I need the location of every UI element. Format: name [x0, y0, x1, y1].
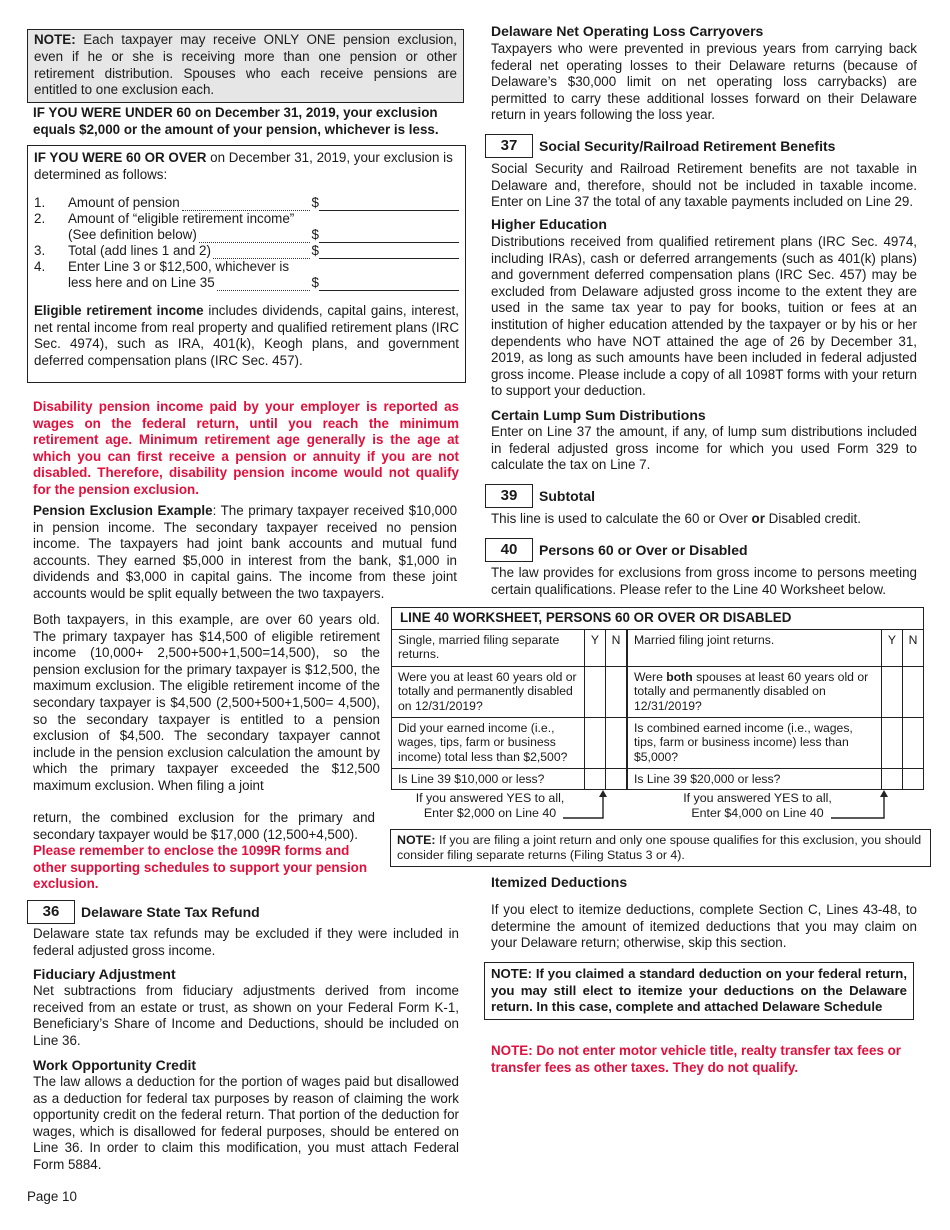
note-text: Each taxpayer may receive ONLY ONE pension exclusion, even if he or she is receiving more than one pension or other retirement distribution. Spouses who each receive pensions are entitled to one exclusion each.	[34, 32, 457, 98]
answer-box[interactable]	[882, 666, 903, 717]
line-number: 37	[485, 134, 533, 158]
answer-box[interactable]	[903, 717, 924, 768]
table-row: Were you at least 60 years old or totally and permanently disabled on 12/31/2019? Were both spouses at least 60 years old or totally and permanently disabled on 12/31/2019?	[392, 666, 924, 717]
line-37-header	[485, 134, 835, 158]
line-36-header	[27, 900, 260, 924]
worksheet-table	[391, 629, 924, 791]
motor-vehicle-note: NOTE: Do not enter motor vehicle title, realty transfer tax fees or transfer fees as other taxes. They do not qualify.	[491, 1043, 902, 1075]
left-answer: If you answered YES to all, Enter $2,000 on Line 40	[415, 791, 565, 820]
nol-text: Taxpayers who were prevented in previous years from carrying back federal net operating losses to their Delaware returns (because of Delaware’s $30,000 limit on net operating loss carrybacks) are permitted to carry these additional losses forward on their Delaware return in years following the loss year.	[491, 41, 917, 123]
answer-box[interactable]	[606, 666, 628, 717]
note-box	[27, 29, 464, 103]
calc-line-2a: 2. Amount of “eligible retirement income”	[34, 211, 295, 227]
line-40-text: The law provides for exclusions from gross income to persons meeting certain qualifications. Please refer to the Line 40 Worksheet below.	[491, 565, 917, 597]
answer-box[interactable]	[585, 666, 606, 717]
amount-field[interactable]	[319, 228, 459, 243]
answer-box[interactable]	[606, 717, 628, 768]
over60-box	[27, 145, 466, 383]
left-arrow-head	[599, 790, 607, 797]
over60-intro: IF YOU WERE 60 OR OVER on December 31, 2019, your exclusion is determined as follows:	[34, 150, 453, 182]
calc-line-2b: (See definition below) $	[34, 227, 459, 243]
disability-warning: Disability pension income paid by your employer is reported as wages on the federal return, until you reach the minimum retirement age. Minimum retirement age generally is the age at which you can first receive a pension or annuity if you are not disabled. Therefore, disability pension income would not qualify for the pension exclusion.	[33, 399, 459, 497]
line-39-header	[485, 484, 595, 508]
amount-field[interactable]	[319, 196, 459, 211]
answer-box[interactable]	[903, 666, 924, 717]
higher-ed-title: Higher Education	[491, 216, 607, 232]
line-36-text: Delaware state tax refunds may be excluded if they were included in federal adjusted gross income.	[33, 926, 459, 958]
answer-box[interactable]	[882, 717, 903, 768]
line-number: 36	[27, 900, 75, 924]
amount-field[interactable]	[319, 244, 459, 259]
pension-example-continued-2: return, the combined exclusion for the primary and secondary taxpayer would be $17,000 (12,500+4,500).	[33, 810, 375, 842]
fiduciary-text: Net subtractions from fiduciary adjustments derived from income received from an estate or trust, as shown on your Federal Form K-1, Beneficiary’s Share of Income and Deductions, should be included on Line 36.	[33, 983, 459, 1048]
pension-example: Pension Exclusion Example: The primary taxpayer received $10,000 in pension income. The secondary taxpayer received no pension income. The taxpayers had joint bank accounts and mutual fund accounts. They earned $5,000 in interest from the bank, $1,000 in dividends and $3,000 in capital gains. The income from these joint accounts would be split equally between the two taxpayers.	[33, 503, 458, 601]
pension-example-continued: Both taxpayers, in this example, are over 60 years old. The primary taxpayer has $14,500 of eligible retirement income (10,000+ 2,500+500+1,500=14,500), so the pension exclusion for the primary taxpayer is $12,500, the maximum exclusion. The eligible retirement income of the secondary taxpayer is $4,500 (2,500+500+1,500= 4,500), so the secondary taxpayer is entitled to a pension exclusion of $4,500. The secondary taxpayer cannot include in the pension exclusion calculation the amount by which the primary taxpayer exceeded the $12,500 maximum exclusion. When filing a joint	[33, 612, 380, 793]
page-number: Page 10	[27, 1189, 77, 1204]
enclose-forms-reminder: Please remember to enclose the 1099R forms and other supporting schedules to support your pension exclusion.	[33, 843, 368, 892]
eligible-definition: Eligible retirement income includes dividends, capital gains, interest, net rental income from real property and qualified retirement plans (IRC Sec. 4974), such as IRA, 401(k), Keogh plans, and government deferred compensation plans (IRC Sec. 457).	[34, 303, 459, 368]
lump-sum-title: Certain Lump Sum Distributions	[491, 407, 706, 423]
answer-box[interactable]	[585, 717, 606, 768]
calc-line-4a: 4. Enter Line 3 or $12,500, whichever is	[34, 259, 290, 275]
work-opportunity-title: Work Opportunity Credit	[33, 1057, 197, 1073]
answer-box[interactable]	[882, 768, 903, 790]
itemized-text: If you elect to itemize deductions, complete Section C, Lines 43-48, to determine the amount of itemized deductions that you may claim on your Delaware return; otherwise, skip this section.	[491, 902, 917, 951]
lump-sum-text: Enter on Line 37 the amount, if any, of lump sum distributions included in federal adjusted gross income for which you used Form 329 to calculate the tax on Line 7.	[491, 424, 917, 473]
calc-line-1: 1. Amount of pension $	[34, 195, 459, 211]
itemized-title: Itemized Deductions	[491, 874, 628, 890]
table-row: Is Line 39 $10,000 or less? Is Line 39 $20,000 or less?	[392, 768, 924, 790]
worksheet-title: LINE 40 WORKSHEET, PERSONS 60 OR OVER OR DISABLED	[391, 607, 924, 629]
fiduciary-title: Fiduciary Adjustment	[33, 966, 176, 982]
exclusion-calculation	[34, 195, 459, 291]
line-40-worksheet	[391, 607, 924, 790]
work-opportunity-text: The law allows a deduction for the portion of wages paid but disallowed as a deduction for federal tax purposes by reason of claiming the work opportunity credit on the federal return. That portion of the deduction for wages, which is disallowed for federal purposes, should be entered on Line 36. In order to claim this modification, you must attach Federal Form 5884.	[33, 1074, 459, 1172]
table-row: Did your earned income (i.e., wages, tips, farm or business income) total less than $2,500? Is combined earned income (i.e., wages, tips, farm or business income) less than $5,000?	[392, 717, 924, 768]
line-number: 39	[485, 484, 533, 508]
under60-rule: IF YOU WERE UNDER 60 on December 31, 2019, your exclusion equals $2,000 or the amount of your pension, whichever is less.	[33, 105, 439, 137]
right-answer: If you answered YES to all, Enter $4,000 on Line 40	[683, 791, 832, 820]
answer-box[interactable]	[585, 768, 606, 790]
section-title: Delaware State Tax Refund	[81, 903, 260, 920]
answer-box[interactable]	[903, 768, 924, 790]
section-title: Persons 60 or Over or Disabled	[539, 541, 748, 558]
amount-field[interactable]	[319, 276, 459, 291]
itemized-note-box: NOTE: If you claimed a standard deduction on your federal return, you may still elect to itemize your deductions on the Delaware return. In this case, complete and attached Delaware Schedule	[484, 962, 914, 1020]
table-row: Single, married filing separate returns. Y N Married filing joint returns. Y N	[392, 629, 924, 666]
line-number: 40	[485, 538, 533, 562]
section-title: Subtotal	[539, 487, 595, 504]
calc-line-4b: less here and on Line 35 $	[34, 275, 459, 291]
calc-line-3: 3. Total (add lines 1 and 2) $	[34, 243, 459, 259]
higher-ed-text: Distributions received from qualified retirement plans (IRC Sec. 4974, including IRAs), cash or deferred arrangements (such as 401(k) plans) and government deferred compensation plans (IRC Sec. 457) may be excluded from Delaware adjusted gross income to the extent they are used in the same tax year to pay for books, tuition or fees at an institution of higher education attended by the taxpayer or by his or her dependents who have NOT attained the age of 26 by December 31, 2019, as long as such amounts have been included in federal adjusted gross income. Please include a copy of all 1098T forms with your return to support your deduction.	[491, 234, 917, 399]
right-arrow-head	[880, 790, 888, 797]
worksheet-note: NOTE: If you are filing a joint return and only one spouse qualifies for this exclusion, you should consider filing separate returns (Filing Status 3 or 4).	[390, 829, 931, 867]
nol-title: Delaware Net Operating Loss Carryovers	[491, 23, 764, 39]
note-label: NOTE:	[34, 32, 76, 47]
line-40-header	[485, 538, 748, 562]
section-title: Social Security/Railroad Retirement Benefits	[539, 137, 836, 154]
line-39-text: This line is used to calculate the 60 or Over or Disabled credit.	[491, 511, 861, 526]
line-37-text: Social Security and Railroad Retirement benefits are not taxable in Delaware and, therefore, should not be included in taxable income. Enter on Line 37 the total of any taxable payments included on Line 29.	[491, 161, 917, 210]
answer-box[interactable]	[606, 768, 628, 790]
